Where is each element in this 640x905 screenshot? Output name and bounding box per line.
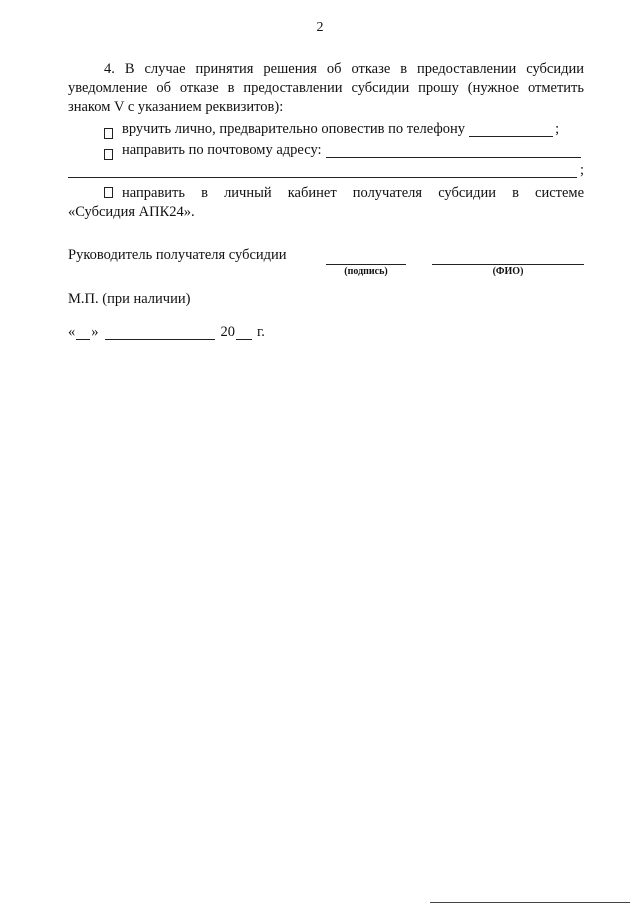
document-body [68, 60, 584, 342]
date-close-quote: » [91, 324, 99, 340]
option-by-mail [68, 141, 584, 160]
lk-word: субсидии [438, 185, 496, 201]
address-continuation [68, 162, 584, 180]
name-field[interactable] [432, 264, 584, 265]
footer-rule [430, 902, 630, 903]
address-field-continued[interactable] [68, 163, 577, 178]
lk-word: в [512, 185, 519, 201]
checkbox-in-person[interactable] [104, 128, 113, 139]
lk-word: системе [535, 185, 585, 201]
date-year-suffix: г. [257, 324, 265, 340]
date-open-quote: « [68, 324, 76, 340]
lk-word: кабинет [287, 185, 337, 201]
signature-field[interactable] [326, 264, 406, 265]
option-in-person [68, 120, 584, 139]
option-in-person-label: вручить лично, предварительно оповестив по телефону [122, 121, 466, 137]
checkbox-by-mail[interactable] [104, 149, 113, 160]
option-by-mail-label: направить по почтовому адресу: [122, 142, 322, 158]
section-4-text: 4. В случае принятия решения об отказе в предоставлении субсидии уведомление об отказе в предоставлении субсидии прошу (нужное отметить знаком V с указанием реквизитов): [68, 61, 584, 115]
date-month-field[interactable] [105, 325, 215, 340]
phone-field[interactable] [469, 122, 553, 137]
signature-block [68, 246, 584, 290]
date-year-field[interactable] [236, 325, 252, 340]
checkbox-personal-account[interactable] [104, 187, 113, 198]
semicolon: ; [579, 162, 584, 178]
page-number: 2 [316, 20, 324, 35]
signature-caption: (подпись) [344, 266, 388, 277]
name-caption: (ФИО) [492, 266, 524, 277]
date-century: 20 [220, 324, 235, 340]
signature-label: Руководитель получателя субсидии [68, 247, 287, 263]
stamp-note: М.П. (при наличии) [68, 291, 191, 307]
lk-word: получателя [352, 185, 423, 201]
address-field[interactable] [326, 143, 581, 158]
lk-word: в [201, 185, 208, 201]
date-row [68, 323, 584, 342]
option-personal-account [68, 184, 584, 203]
option-personal-account-system: «Субсидия АПК24». [68, 204, 195, 220]
semicolon: ; [555, 121, 560, 137]
lk-word: направить [122, 185, 186, 201]
date-day-field[interactable] [76, 325, 90, 340]
lk-word: личный [224, 185, 272, 201]
